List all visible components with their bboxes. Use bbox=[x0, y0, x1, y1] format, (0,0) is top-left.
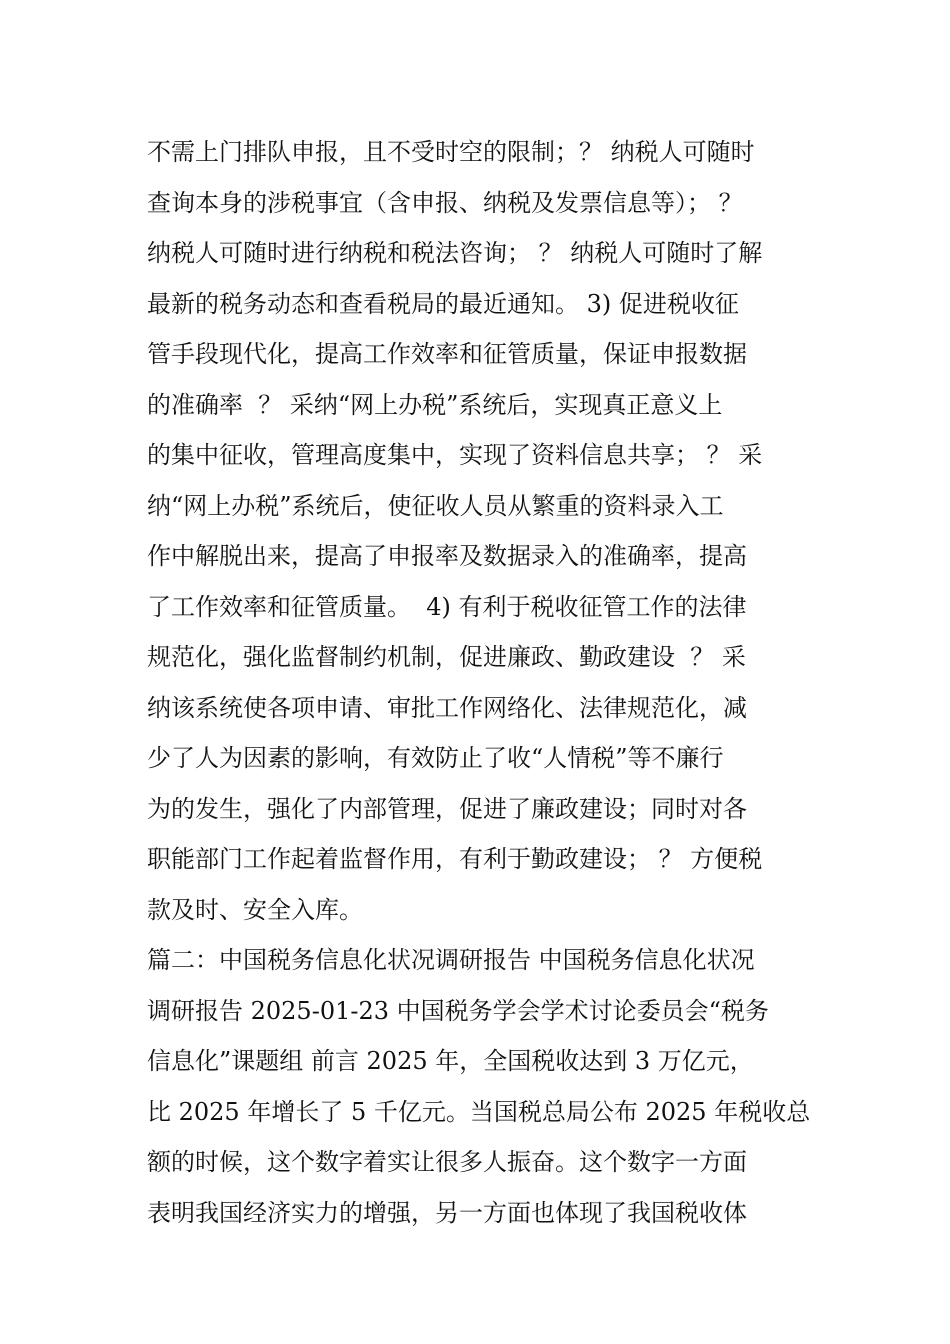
text-line: 表明我国经济实力的增强，另一方面也体现了我国税收体 bbox=[147, 1198, 747, 1227]
text-line: 款及时、安全入库。 bbox=[147, 895, 363, 924]
text-line: 作中解脱出来，提高了申报率及数据录入的准确率，提高 bbox=[147, 542, 747, 570]
text-line: 管手段现代化，提高工作效率和征管质量，保证申报数据 bbox=[147, 340, 747, 368]
body-text bbox=[147, 127, 827, 1238]
text-line: 少了人为因素的影响，有效防止了收“人情税”等不廉行 bbox=[147, 744, 724, 772]
text-line: 不需上门排队申报，且不受时空的限制；？ 纳税人可随时 bbox=[147, 138, 755, 166]
text-line: 最新的税务动态和查看税局的最近通知。 3) 促进税收征 bbox=[147, 289, 739, 318]
text-line: 的准确率 ？ 采纳“网上办税”系统后，实现真正意义上 bbox=[147, 390, 723, 419]
text-line: 为的发生，强化了内部管理，促进了廉政建设；同时对各 bbox=[147, 794, 747, 823]
text-line: 查询本身的涉税事宜（含申报、纳税及发票信息等）； ？ bbox=[147, 188, 743, 217]
text-line: 的集中征收，管理高度集中，实现了资料信息共享； ？ 采 bbox=[147, 441, 763, 469]
text-line: 额的时候，这个数字着实让很多人振奋。这个数字一方面 bbox=[147, 1148, 747, 1176]
text-line: 职能部门工作起着监督作用，有利于勤政建设； ？ 方便税 bbox=[147, 845, 763, 873]
text-line: 信息化”课题组 前言 2025 年，全国税收达到 3 万亿元， bbox=[147, 1047, 754, 1075]
text-line: 调研报告 2025-01-23 中国税务学会学术讨论委员会“税务 bbox=[147, 996, 769, 1025]
text-line: 纳该系统使各项申请、审批工作网络化、法律规范化，减 bbox=[147, 693, 747, 722]
text-line: 比 2025 年增长了 5 千亿元。当国税总局公布 2025 年税收总 bbox=[147, 1097, 811, 1126]
text-line: 规范化，强化监督制约机制，促进廉政、勤政建设 ？ 采 bbox=[147, 643, 746, 671]
text-line: 纳税人可随时进行纳税和税法咨询； ？ 纳税人可随时了解 bbox=[147, 239, 763, 267]
text-line: 了工作效率和征管质量。 4) 有利于税收征管工作的法律 bbox=[147, 592, 747, 621]
text-line: 纳“网上办税”系统后，使征收人员从繁重的资料录入工 bbox=[147, 491, 724, 520]
text-line: 篇二：中国税务信息化状况调研报告 中国税务信息化状况 bbox=[147, 946, 755, 974]
